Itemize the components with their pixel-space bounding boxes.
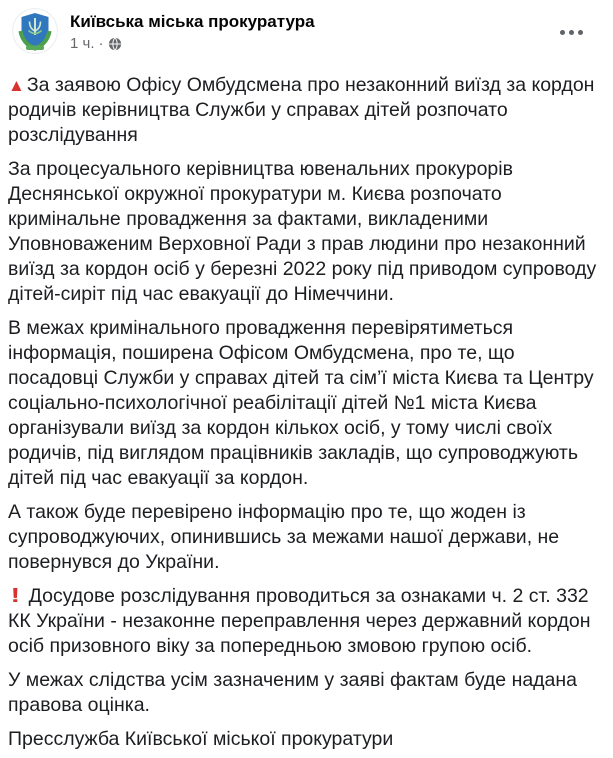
post-paragraph [8, 157, 605, 307]
page-name-link[interactable]: Київська міська прокуратура [70, 12, 315, 31]
ellipsis-icon [569, 30, 574, 35]
paragraph-text: А також буде перевірено інформацію про те, що жоден із супроводжуючих, опинившись за межами нашої держави, не повернувся до України. [8, 501, 560, 573]
red-triangle-emoji: ▲ [8, 76, 25, 95]
header-meta [70, 8, 315, 53]
post-paragraph [8, 727, 605, 752]
post-paragraph [8, 668, 605, 718]
paragraph-text: За процесуального керівництва ювенальних прокурорів Деснянської окружної прокуратури м. Києва розпочато кримінальне провадження за фактами, викладеними Уповноваженим Верховної Ради з прав людини про незаконний виїзд за кордон осіб у березні 2022 року під приводом супроводу дітей-сиріт під час евакуації до Німеччини. [8, 158, 597, 305]
prosecutor-emblem-icon [12, 8, 58, 54]
paragraph-text: Досудове розслідування проводиться за ознаками ч. 2 ст. 332 КК України - незаконне переправлення через державний кордон осіб призовного віку за попередньою змовою групою осіб. [8, 585, 591, 657]
ellipsis-icon [578, 30, 583, 35]
ellipsis-icon [560, 30, 565, 35]
paragraph-text: Пресслужба Київської міської прокуратури [8, 728, 394, 750]
post-options-button[interactable] [556, 24, 587, 41]
post-body [0, 73, 613, 752]
post-paragraph [8, 500, 605, 575]
paragraph-text: За заявою Офісу Омбудсмена про незаконний виїзд за кордон родичів керівництва Служби у справах дітей розпочато розслідування [8, 74, 595, 146]
paragraph-text: В межах кримінального провадження перевірятиметься інформація, поширена Офісом Омбудсмена, про те, що посадовці Служби у справах дітей та сім’ї міста Києва та Центру соціально-психологічної реабілітації дітей №1 міста Києва організували виїзд за кордон кількох осіб, у тому числі своїх родичів, під виглядом працівників закладів, що супроводжують дітей під час евакуації за кордон. [8, 317, 594, 489]
post-paragraph [8, 584, 605, 659]
page-avatar[interactable] [12, 8, 58, 54]
post-paragraph [8, 73, 605, 148]
globe-icon [108, 37, 122, 51]
red-exclamation-emoji: ! [10, 585, 21, 607]
post-header [0, 0, 613, 54]
timestamp-link[interactable]: 1 ч. [70, 35, 95, 52]
post-paragraph [8, 316, 605, 491]
meta-separator: · [98, 35, 104, 52]
paragraph-text: У межах слідства усім зазначеним у заяві фактам буде надана правова оцінка. [8, 669, 578, 716]
post-meta-row [70, 35, 315, 53]
